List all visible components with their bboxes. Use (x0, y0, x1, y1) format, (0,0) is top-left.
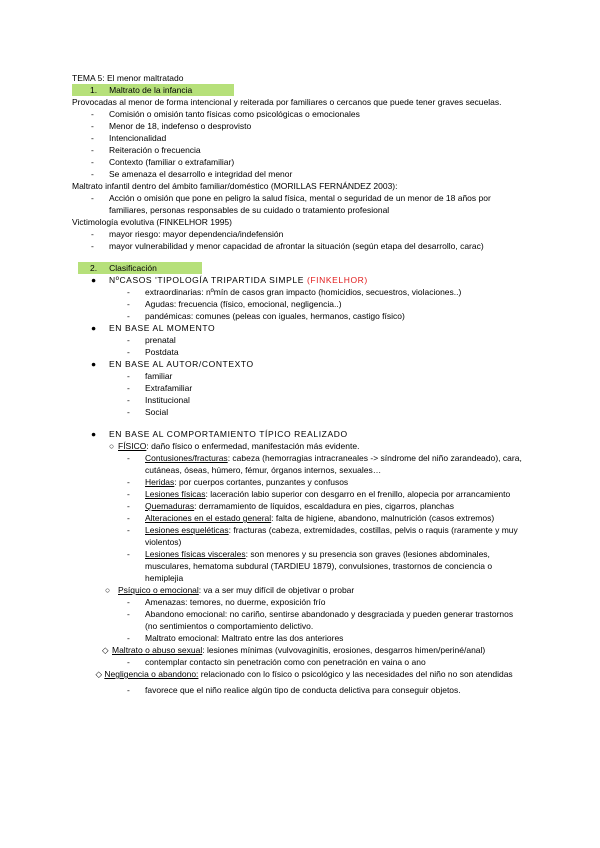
fisico-sub-text (145, 500, 525, 512)
fisico-item (72, 440, 532, 452)
list-item (72, 108, 532, 120)
sexual-sub-item (72, 656, 532, 668)
bullet-label: EN BASE AL AUTOR/CONTEXTO (109, 359, 254, 369)
psiquico-sub-text: Amenazas: temores, no duerme, exposición frío (145, 597, 326, 607)
fisico-term: FÍSICO (118, 441, 147, 451)
list-item-text: Reiteración o frecuencia (109, 145, 201, 155)
fisico-sub-term: Lesiones físicas viscerales (145, 549, 246, 559)
circle-bullet: ○ (105, 585, 111, 595)
document-title: TEMA 5: El menor maltratado (72, 73, 184, 83)
sub-item (72, 286, 532, 298)
bullet-label-text: NºCASOS 'TIPOLOGÍA TRIPARTIDA SIMPLE (109, 275, 304, 285)
section-2-highlight (78, 262, 202, 274)
fisico-sub-term: Lesiones esqueléticas (145, 525, 229, 535)
fisico-sub-text (145, 512, 525, 524)
sub-item-text: Institucional (145, 395, 190, 405)
fisico-sub-rest: : son menores y su presencia son graves (lesiones abdominales, musculares, hematoma subdural (TARDIEU 1879), convulsiones, trastornos de conciencia o hemiplejia (145, 549, 493, 583)
list-item (72, 144, 532, 156)
fisico-rest: : daño físico o enfermedad, manifestación más evidente. (146, 441, 360, 451)
psiquico-term: Psíquico o emocional (118, 585, 199, 595)
dash-bullet: - (127, 549, 130, 559)
psiquico-item (72, 584, 532, 596)
dash-bullet: - (127, 347, 130, 357)
fisico-sub-item (72, 524, 532, 548)
negligencia-term: Negligencia o abandono: (104, 669, 199, 679)
sub-item (72, 394, 532, 406)
dash-bullet: - (127, 489, 130, 499)
fisico-sub-text (145, 524, 525, 548)
fisico-sub-term: Alteraciones en el estado general (145, 513, 272, 523)
classification-bullet (72, 274, 532, 286)
list-item (72, 132, 532, 144)
section-2-heading (72, 262, 532, 274)
sexual-item (72, 644, 532, 656)
fisico-sub-term: Contusiones/fracturas (145, 453, 228, 463)
dash-bullet: - (127, 501, 130, 511)
list-item-text: Menor de 18, indefenso o desprovisto (109, 121, 252, 131)
sub-item (72, 346, 532, 358)
definition-item (72, 192, 532, 216)
psiquico-sub-item (72, 596, 532, 608)
fisico-sub-item (72, 512, 532, 524)
list-item-text: Se amenaza el desarrollo e integridad del menor (109, 169, 293, 179)
fisico-sub-rest: : fracturas (cabeza, extremidades, costillas, pelvis o raquis (raramente y muy violentos) (145, 525, 518, 547)
bullet-label: EN BASE AL COMPORTAMIENTO TÍPICO REALIZADO (109, 429, 348, 439)
document-page (72, 72, 532, 696)
bullet-label-red: (FINKELHOR) (306, 275, 368, 285)
sub-item-text: pandémicas: comunes (peleas con iguales, hermanos, castigo físico) (145, 311, 405, 321)
sub-item (72, 334, 532, 346)
sub-item-text: Social (145, 407, 169, 417)
dash-bullet: - (127, 407, 130, 417)
disc-bullet: ● (91, 359, 97, 369)
psiquico-sub-text: Abandono emocional: no cariño, sentirse abandonado y desgraciada y pueden generar trastornos (no sentimientos o comportamiento delictivo. (145, 609, 514, 631)
section-2-title: Clasificación (109, 263, 157, 273)
section-1-heading (72, 84, 532, 96)
dash-bullet: - (91, 133, 94, 143)
fisico-sub-rest: : por cuerpos cortantes, punzantes y confusos (174, 477, 349, 487)
sub-item (72, 298, 532, 310)
diamond-bullet: ◇ (102, 645, 109, 655)
fisico-sub-rest: : cabeza (hemorragias intracraneales -> síndrome del niño zarandeado), cara, cutáneas, óseas, húmero, fémur, órganos internos, sexuales… (145, 453, 522, 475)
psiquico-text (118, 584, 354, 596)
classification-bullet (72, 428, 532, 440)
disc-bullet: ● (91, 429, 97, 439)
dash-bullet: - (127, 311, 130, 321)
victimology-line: Victimología evolutiva (FINKELHOR 1995) (72, 217, 232, 227)
list-item (72, 240, 532, 252)
negligencia-sub-text: favorece que el niño realice algún tipo de conducta delictiva para conseguir objetos. (145, 685, 461, 695)
disc-bullet: ● (91, 275, 97, 285)
fisico-sub-item (72, 488, 532, 500)
list-item-text: Contexto (familiar o extrafamiliar) (109, 157, 235, 167)
dash-bullet: - (127, 609, 130, 619)
fisico-sub-rest: : derramamiento de líquidos, escaldadura en pies, cigarros, planchas (194, 501, 455, 511)
list-item (72, 120, 532, 132)
section-1-title: Maltrato de la infancia (109, 85, 193, 95)
list-item (72, 228, 532, 240)
psiquico-sub-text: Maltrato emocional: Maltrato entre las dos anteriores (145, 633, 344, 643)
dash-bullet: - (127, 371, 130, 381)
dash-bullet: - (127, 383, 130, 393)
definition-line: Maltrato infantil dentro del ámbito familiar/doméstico (MORILLAS FERNÁNDEZ 2003): (72, 181, 398, 191)
negligencia-item (72, 668, 522, 680)
psiquico-sub-item (72, 632, 532, 644)
dash-bullet: - (91, 121, 94, 131)
fisico-sub-text (145, 452, 525, 476)
sexual-sub-text: contemplar contacto sin penetración como con penetración en vaina o ano (145, 657, 426, 667)
dash-bullet: - (91, 109, 94, 119)
fisico-sub-term: Heridas (145, 477, 175, 487)
fisico-sub-rest: : laceración labio superior con desgarro en el frenillo, alopecia por arrancamiento (205, 489, 511, 499)
list-item (72, 168, 532, 180)
sub-item-text: familiar (145, 371, 173, 381)
fisico-sub-item (72, 476, 532, 488)
definition-item-text: Acción o omisión que pone en peligro la salud física, mental o seguridad de un menor de 18 años por familiares, personas responsables de su cuidado o tratamiento profesional (109, 193, 491, 215)
dash-bullet: - (91, 157, 94, 167)
sexual-rest: : lesiones mínimas (vulvovaginitis, erosiones, desgarros himen/periné/anal) (202, 645, 486, 655)
fisico-sub-text (145, 548, 525, 584)
dash-bullet: - (127, 513, 130, 523)
classification-bullet (72, 358, 532, 370)
dash-bullet: - (91, 169, 94, 179)
dash-bullet: - (127, 299, 130, 309)
list-item-text: Comisión o omisión tanto físicas como psicológicas o emocionales (109, 109, 360, 119)
sub-item (72, 310, 532, 322)
dash-bullet: - (91, 145, 94, 155)
section-1-intro: Provocadas al menor de forma intencional y reiterada por familiares o cercanos que puede tener graves secuelas. (72, 97, 502, 107)
classification-bullet (72, 322, 532, 334)
sub-item-text: extraordinarias: nºmín de casos gran impacto (homicidios, secuestros, violaciones..) (145, 287, 462, 297)
sub-item (72, 406, 532, 418)
dash-bullet: - (127, 525, 130, 535)
bullet-label: EN BASE AL MOMENTO (109, 323, 216, 333)
fisico-sub-rest: : falta de higiene, abandono, malnutrición (casos extremos) (271, 513, 495, 523)
dash-bullet: - (91, 241, 94, 251)
psiquico-sub-item (72, 608, 532, 632)
fisico-sub-term: Lesiones físicas (145, 489, 206, 499)
sub-item (72, 370, 532, 382)
sub-item-text: Postdata (145, 347, 179, 357)
fisico-sub-item (72, 548, 532, 584)
disc-bullet: ● (91, 323, 97, 333)
sub-item-text: Agudas: frecuencia (físico, emocional, negligencia..) (145, 299, 342, 309)
dash-bullet: - (91, 229, 94, 239)
section-1-number: 1. (90, 85, 98, 95)
fisico-sub-text (145, 488, 525, 500)
dash-bullet: - (127, 477, 130, 487)
circle-bullet: ○ (109, 441, 115, 451)
sexual-text (112, 644, 485, 656)
dash-bullet: - (127, 287, 130, 297)
list-item-text: mayor riesgo: mayor dependencia/indefensión (109, 229, 284, 239)
dash-bullet: - (127, 597, 130, 607)
fisico-sub-item (72, 452, 532, 476)
dash-bullet: - (127, 633, 130, 643)
sub-item (72, 382, 532, 394)
sub-item-text: Extrafamiliar (145, 383, 193, 393)
fisico-sub-term: Quemaduras (145, 501, 195, 511)
sexual-term: Maltrato o abuso sexual (112, 645, 203, 655)
fisico-sub-item (72, 500, 532, 512)
list-item (72, 156, 532, 168)
fisico-sub-text (145, 476, 525, 488)
list-item-text: mayor vulnerabilidad y menor capacidad de afrontar la situación (según etapa del desarrollo, carac) (109, 241, 484, 251)
negligencia-rest: relacionado con lo físico o psicológico y las necesidades del niño no son atendidas (198, 669, 513, 679)
dash-bullet: - (127, 395, 130, 405)
dash-bullet: - (127, 453, 130, 463)
section-2-number: 2. (90, 263, 98, 273)
dash-bullet: - (127, 657, 130, 667)
fisico-text (118, 440, 359, 452)
negligencia-sub-item (72, 684, 532, 696)
section-1-highlight (72, 84, 234, 96)
dash-bullet: - (127, 685, 130, 695)
dash-bullet: - (91, 193, 94, 203)
bullet-label (109, 274, 368, 286)
list-item-text: Intencionalidad (109, 133, 167, 143)
psiquico-rest: : va a ser muy difícil de objetivar o probar (198, 585, 355, 595)
diamond-bullet: ◇ (95, 669, 102, 679)
sub-item-text: prenatal (145, 335, 176, 345)
dash-bullet: - (127, 335, 130, 345)
